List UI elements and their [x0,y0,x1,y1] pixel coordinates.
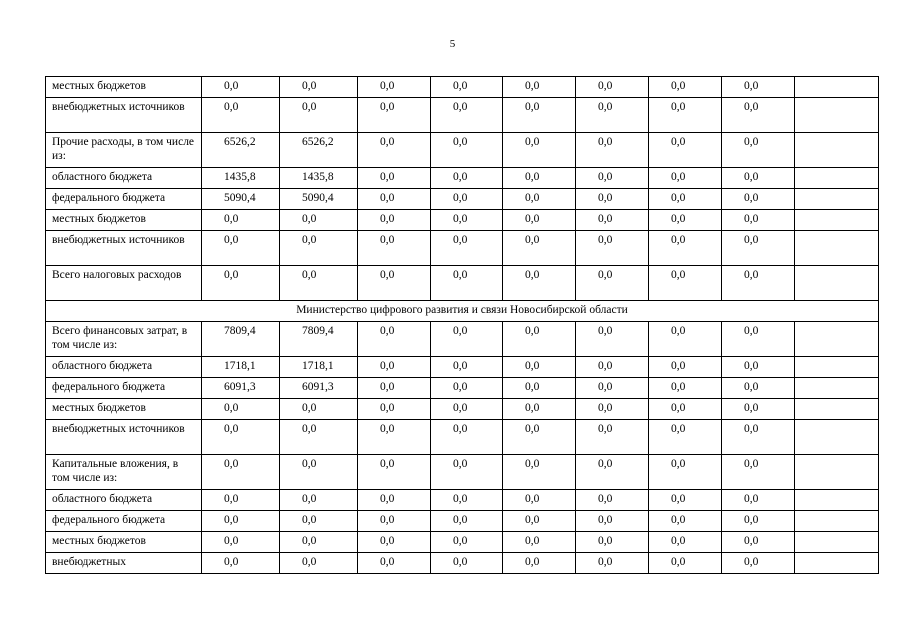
table-row [46,357,879,378]
value-cell: 0,0 [280,455,358,490]
value-cell: 0,0 [649,168,722,189]
value-cell: 0,0 [722,455,795,490]
value-cell: 0,0 [358,77,431,98]
page-number: 5 [449,38,456,50]
value-cell: 0,0 [576,532,649,553]
value-cell: 0,0 [576,189,649,210]
table-row [46,490,879,511]
value-cell: 0,0 [431,378,503,399]
value-cell: 0,0 [202,210,280,231]
table-row [46,168,879,189]
value-cell [795,511,879,532]
value-cell: 0,0 [649,77,722,98]
value-cell: 0,0 [358,133,431,168]
value-cell: 0,0 [358,490,431,511]
value-cell: 0,0 [649,455,722,490]
value-cell: 0,0 [280,98,358,133]
table-row [46,133,879,168]
budget-table-body [46,77,879,574]
value-cell: 0,0 [431,399,503,420]
value-cell: 0,0 [358,378,431,399]
row-label: внебюджетных источников [46,98,202,133]
value-cell [795,322,879,357]
value-cell: 0,0 [503,189,576,210]
value-cell: 0,0 [503,133,576,168]
table-row [46,399,879,420]
value-cell: 0,0 [503,455,576,490]
value-cell: 0,0 [722,490,795,511]
value-cell: 1718,1 [202,357,280,378]
value-cell: 0,0 [202,490,280,511]
value-cell: 0,0 [576,378,649,399]
value-cell: 0,0 [722,399,795,420]
value-cell: 0,0 [431,77,503,98]
value-cell: 0,0 [503,399,576,420]
value-cell: 0,0 [431,189,503,210]
value-cell [795,133,879,168]
value-cell [795,490,879,511]
value-cell: 0,0 [503,420,576,455]
value-cell: 0,0 [649,399,722,420]
value-cell: 0,0 [576,266,649,301]
value-cell: 0,0 [431,532,503,553]
value-cell: 0,0 [358,322,431,357]
value-cell: 0,0 [358,98,431,133]
value-cell: 0,0 [503,98,576,133]
value-cell: 0,0 [722,98,795,133]
value-cell: 0,0 [503,77,576,98]
row-label: Капитальные вложения, в том числе из: [46,455,202,490]
value-cell: 0,0 [649,511,722,532]
value-cell [795,266,879,301]
value-cell: 0,0 [649,210,722,231]
row-label: федерального бюджета [46,189,202,210]
value-cell: 0,0 [576,399,649,420]
value-cell: 1435,8 [280,168,358,189]
value-cell: 0,0 [576,133,649,168]
value-cell: 0,0 [722,231,795,266]
value-cell: 0,0 [431,210,503,231]
row-label: местных бюджетов [46,532,202,553]
value-cell: 0,0 [722,133,795,168]
table-row [46,77,879,98]
value-cell: 0,0 [431,231,503,266]
value-cell: 0,0 [431,511,503,532]
value-cell: 0,0 [280,532,358,553]
value-cell: 0,0 [503,266,576,301]
value-cell: 0,0 [503,532,576,553]
value-cell: 0,0 [358,532,431,553]
value-cell: 0,0 [576,511,649,532]
table-row [46,98,879,133]
value-cell [795,378,879,399]
table-row [46,532,879,553]
value-cell: 0,0 [503,378,576,399]
value-cell: 0,0 [431,133,503,168]
value-cell: 0,0 [358,168,431,189]
value-cell: 0,0 [358,511,431,532]
value-cell: 0,0 [431,553,503,574]
value-cell: 0,0 [202,231,280,266]
value-cell [795,399,879,420]
value-cell: 0,0 [722,322,795,357]
value-cell: 0,0 [503,231,576,266]
value-cell: 0,0 [280,420,358,455]
value-cell: 0,0 [722,168,795,189]
value-cell: 0,0 [576,420,649,455]
value-cell: 0,0 [649,266,722,301]
section-header-row [46,301,879,322]
row-label: внебюджетных источников [46,231,202,266]
value-cell: 0,0 [576,322,649,357]
value-cell: 0,0 [722,266,795,301]
value-cell: 0,0 [649,189,722,210]
value-cell [795,455,879,490]
table-row [46,420,879,455]
value-cell: 0,0 [431,98,503,133]
value-cell: 1435,8 [202,168,280,189]
value-cell: 0,0 [358,210,431,231]
value-cell: 0,0 [358,189,431,210]
table-row [46,511,879,532]
value-cell: 0,0 [576,98,649,133]
row-label: федерального бюджета [46,378,202,399]
table-row [46,322,879,357]
row-label: местных бюджетов [46,77,202,98]
value-cell: 0,0 [202,420,280,455]
row-label: местных бюджетов [46,399,202,420]
value-cell: 0,0 [202,532,280,553]
value-cell: 5090,4 [280,189,358,210]
row-label: Всего налоговых расходов [46,266,202,301]
value-cell: 0,0 [722,357,795,378]
table-row [46,455,879,490]
value-cell: 0,0 [649,231,722,266]
row-label: местных бюджетов [46,210,202,231]
table-row [46,231,879,266]
value-cell: 0,0 [503,357,576,378]
value-cell: 0,0 [280,77,358,98]
value-cell: 0,0 [431,168,503,189]
value-cell: 0,0 [202,553,280,574]
value-cell [795,357,879,378]
value-cell: 0,0 [358,420,431,455]
table-row [46,266,879,301]
value-cell: 0,0 [358,455,431,490]
value-cell: 0,0 [280,399,358,420]
value-cell: 0,0 [280,210,358,231]
value-cell: 0,0 [503,168,576,189]
value-cell [795,168,879,189]
value-cell [795,98,879,133]
value-cell: 0,0 [358,266,431,301]
value-cell: 0,0 [722,189,795,210]
value-cell: 0,0 [202,77,280,98]
value-cell: 0,0 [202,266,280,301]
row-label: областного бюджета [46,168,202,189]
value-cell: 0,0 [358,553,431,574]
table-row [46,553,879,574]
section-title: Министерство цифрового развития и связи Новосибирской области [46,301,879,322]
value-cell: 0,0 [431,455,503,490]
value-cell: 0,0 [503,511,576,532]
value-cell [795,420,879,455]
value-cell: 0,0 [280,231,358,266]
value-cell: 6526,2 [202,133,280,168]
value-cell: 0,0 [280,266,358,301]
table-row [46,210,879,231]
value-cell: 0,0 [358,231,431,266]
value-cell: 0,0 [503,553,576,574]
budget-table [45,76,879,574]
value-cell: 0,0 [649,490,722,511]
value-cell: 0,0 [431,490,503,511]
value-cell [795,532,879,553]
value-cell: 0,0 [358,399,431,420]
value-cell: 0,0 [202,455,280,490]
value-cell: 7809,4 [280,322,358,357]
table-row [46,189,879,210]
table-row [46,378,879,399]
value-cell: 6091,3 [280,378,358,399]
value-cell: 0,0 [649,98,722,133]
value-cell: 0,0 [649,378,722,399]
value-cell: 0,0 [202,98,280,133]
value-cell: 0,0 [576,553,649,574]
row-label: областного бюджета [46,490,202,511]
value-cell: 0,0 [576,77,649,98]
value-cell: 0,0 [280,511,358,532]
value-cell: 0,0 [722,511,795,532]
value-cell: 0,0 [576,357,649,378]
value-cell: 0,0 [576,490,649,511]
value-cell: 0,0 [358,357,431,378]
value-cell: 0,0 [280,553,358,574]
value-cell: 0,0 [649,553,722,574]
value-cell: 0,0 [649,357,722,378]
value-cell: 7809,4 [202,322,280,357]
value-cell: 5090,4 [202,189,280,210]
row-label: областного бюджета [46,357,202,378]
value-cell: 0,0 [431,266,503,301]
value-cell: 0,0 [576,168,649,189]
value-cell: 6091,3 [202,378,280,399]
value-cell: 0,0 [431,322,503,357]
value-cell: 0,0 [722,553,795,574]
value-cell: 0,0 [649,420,722,455]
value-cell: 0,0 [722,532,795,553]
value-cell: 0,0 [280,490,358,511]
value-cell: 0,0 [431,357,503,378]
row-label: внебюджетных источников [46,420,202,455]
value-cell: 0,0 [202,511,280,532]
value-cell: 6526,2 [280,133,358,168]
row-label: Всего финансовых затрат, в том числе из: [46,322,202,357]
value-cell: 0,0 [722,77,795,98]
value-cell: 0,0 [576,231,649,266]
value-cell: 0,0 [202,399,280,420]
value-cell [795,210,879,231]
value-cell [795,77,879,98]
row-label: внебюджетных [46,553,202,574]
value-cell: 0,0 [576,455,649,490]
value-cell: 0,0 [649,322,722,357]
row-label: Прочие расходы, в том числе из: [46,133,202,168]
value-cell: 0,0 [503,210,576,231]
value-cell [795,553,879,574]
value-cell: 0,0 [722,420,795,455]
value-cell: 0,0 [649,133,722,168]
row-label: федерального бюджета [46,511,202,532]
value-cell: 0,0 [722,378,795,399]
value-cell: 0,0 [649,532,722,553]
value-cell: 0,0 [431,420,503,455]
value-cell: 0,0 [576,210,649,231]
value-cell [795,231,879,266]
value-cell: 0,0 [503,490,576,511]
value-cell: 1718,1 [280,357,358,378]
value-cell: 0,0 [503,322,576,357]
value-cell: 0,0 [722,210,795,231]
value-cell [795,189,879,210]
